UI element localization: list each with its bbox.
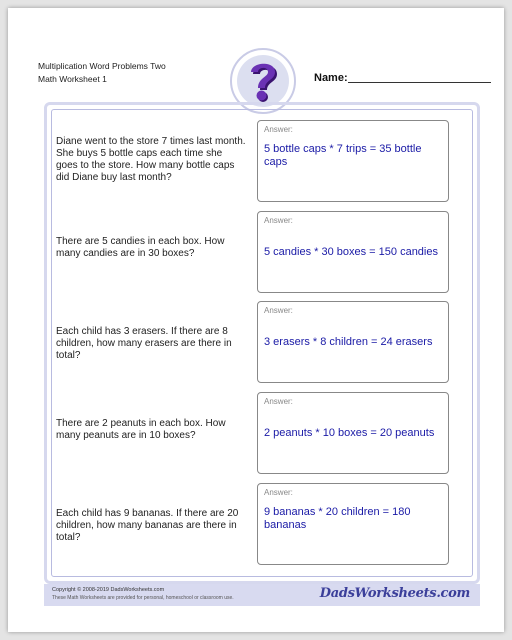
answer-box <box>257 120 449 202</box>
title-line-1: Multiplication Word Problems Two <box>38 61 166 71</box>
copyright-text: Copyright © 2008-2019 DadsWorksheets.com <box>52 587 165 593</box>
name-label: Name: <box>314 72 348 84</box>
worksheet-page <box>8 8 504 632</box>
usage-text: These Math Worksheets are provided for personal, homeschool or classroom use. <box>52 595 234 601</box>
answer-box <box>257 392 449 474</box>
answer-box <box>257 211 449 293</box>
problem-question: Each child has 3 erasers. If there are 8 children, how many erasers are there in total? <box>56 326 232 361</box>
worksheet-title <box>38 60 166 86</box>
problem-question: Each child has 9 bananas. If there are 20 children, how many bananas are there in total? <box>56 508 239 543</box>
answer-text: 9 bananas * 20 children = 180 bananas <box>264 506 411 531</box>
brand-logo: DadsWorksheets.com <box>319 586 470 601</box>
answer-label: Answer: <box>264 125 293 134</box>
problem-question: There are 5 candies in each box. How many candies are in 30 boxes? <box>56 236 225 259</box>
answer-text: 2 peanuts * 10 boxes = 20 peanuts <box>264 427 435 439</box>
problem-question: Diane went to the store 7 times last month. She buys 5 bottle caps each time she goes to the store. How many bottle caps did Diane buy last month? <box>56 136 246 183</box>
answer-text: 3 erasers * 8 children = 24 erasers <box>264 336 433 348</box>
answer-box <box>257 483 449 565</box>
answer-label: Answer: <box>264 306 293 315</box>
name-input-line[interactable] <box>348 82 491 83</box>
answer-text: 5 candies * 30 boxes = 150 candies <box>264 246 438 258</box>
title-line-2: Math Worksheet 1 <box>38 74 107 84</box>
answer-label: Answer: <box>264 397 293 406</box>
answer-box <box>257 301 449 383</box>
answer-text: 5 bottle caps * 7 trips = 35 bottle caps <box>264 143 422 168</box>
problem-question: There are 2 peanuts in each box. How many peanuts are in 10 boxes? <box>56 418 226 441</box>
answer-label: Answer: <box>264 216 293 225</box>
footer-bar <box>44 584 480 606</box>
question-mark-icon <box>237 55 289 107</box>
answer-label: Answer: <box>264 488 293 497</box>
